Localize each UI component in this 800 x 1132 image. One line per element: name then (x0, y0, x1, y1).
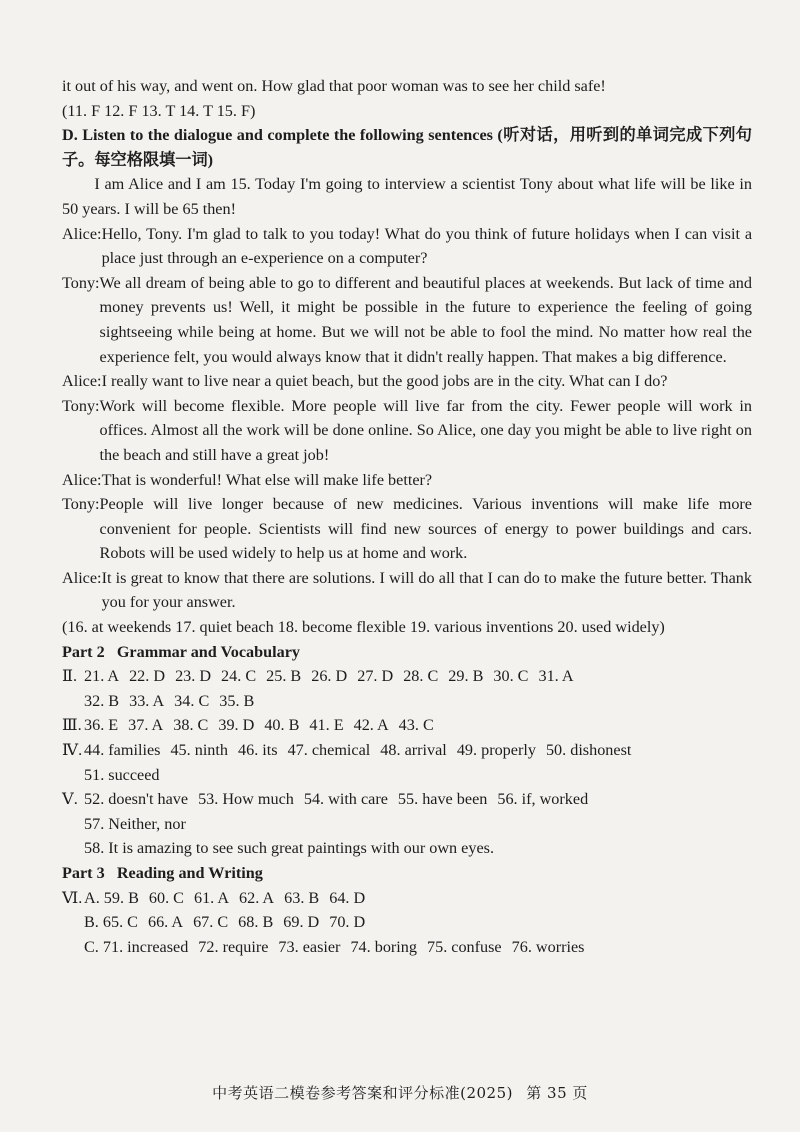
section-d-title: D. Listen to the dialogue and complete the following sentences (听对话，用听到的单词完成下列句子。每空格限填一词) (62, 126, 752, 169)
answer-item: 43. C (398, 716, 434, 735)
answer-item: 55. have been (397, 790, 488, 809)
dialogue (62, 222, 752, 616)
answer-item: 30. C (493, 667, 529, 686)
answer-item: 34. C (174, 691, 210, 710)
roman-numeral: Ⅳ. (62, 741, 83, 760)
answer-item: 28. C (403, 667, 439, 686)
answer-item: 74. boring (350, 937, 417, 956)
part3-answers (62, 886, 752, 960)
answer-item: 63. B (284, 888, 320, 907)
answer-row (62, 910, 752, 935)
speech-text: That is wonderful! What else will make life better? (101, 470, 433, 489)
dialogue-turn (62, 566, 752, 615)
answer-item: 22. D (129, 667, 166, 686)
dialogue-turn (62, 222, 752, 271)
speech-text: It is great to know that there are solutions. I will do all that I can do to make the future better. Thank you for your answer. (101, 568, 752, 612)
answer-item: 54. with care (303, 790, 388, 809)
answer-item: 24. C (221, 667, 257, 686)
answer-item: 29. B (448, 667, 484, 686)
speaker-label: Alice: (62, 470, 102, 489)
answer-item: 72. require (198, 937, 269, 956)
roman-numeral: Ⅱ. (62, 667, 78, 686)
answer-item: 32. B (84, 691, 120, 710)
answer-item: 70. D (329, 913, 366, 932)
answer-item: 75. confuse (427, 937, 502, 956)
answer-item: 73. easier (278, 937, 341, 956)
speech-text: Hello, Tony. I'm glad to talk to you today! What do you think of future holidays when I can visit a place just through an e-experience on a computer? (101, 224, 752, 268)
answer-item: 47. chemical (287, 741, 371, 760)
speech-text: We all dream of being able to go to different and beautiful places at weekends. But lack of time and money prevents us! Well, it might be possible in the future to experience the feeling of going sightseeing while being at home. But we will not be able to fool the mind. No matter how real the experience felt, you would always know that it didn't really happen. That makes a big difference. (99, 273, 752, 366)
part2-heading: Part 2 Grammar and Vocabulary (62, 642, 301, 661)
answer-item: 52. doesn't have (84, 790, 189, 809)
answer-row (62, 812, 752, 837)
answer-item: 68. B (238, 913, 274, 932)
answer-items (84, 713, 752, 738)
answer-items (84, 910, 752, 935)
answer-item: 64. D (329, 888, 366, 907)
answer-item: B. 65. C (84, 913, 138, 932)
answer-items (84, 812, 752, 837)
dialogue-turn (62, 369, 752, 394)
answer-items (84, 787, 752, 812)
answer-item: 21. A (84, 667, 120, 686)
answer-row (62, 689, 752, 714)
answer-item: C. 71. increased (84, 937, 189, 956)
answers-11-15: (11. F 12. F 13. T 14. T 15. F) (62, 101, 256, 120)
footer-title: 中考英语二模卷参考答案和评分标准(2025) (212, 1084, 513, 1102)
speech-text: Work will become flexible. More people will live far from the city. Fewer people will work in offices. Almost all the work will be done online. So Alice, one day you might be able to live right on the beach and still have a great job! (99, 396, 752, 464)
answer-item: 33. A (129, 691, 165, 710)
story-ending-line: it out of his way, and went on. How glad that poor woman was to see her child safe! (62, 77, 606, 95)
answer-row (62, 763, 752, 788)
answer-item: 40. B (264, 716, 300, 735)
answer-item: 48. arrival (380, 741, 447, 760)
answer-item: 56. if, worked (497, 790, 589, 809)
part2-answers (62, 664, 752, 861)
roman-numeral: Ⅲ. (62, 716, 82, 735)
dialogue-turn (62, 492, 752, 566)
answer-item: 41. E (309, 716, 344, 735)
answer-items (84, 836, 752, 861)
answer-row (62, 836, 752, 861)
dialogue-intro: I am Alice and I am 15. Today I'm going to interview a scientist Tony about what life will be like in 50 years. I will be 65 then! (62, 175, 752, 218)
speaker-label: Tony: (62, 495, 100, 514)
dialogue-turn (62, 271, 752, 369)
answer-row (62, 787, 752, 812)
answer-row (62, 713, 752, 738)
answer-row (62, 935, 752, 960)
page-number: 第 35 页 (526, 1084, 588, 1102)
answer-item: 25. B (266, 667, 302, 686)
answer-items (84, 689, 752, 714)
roman-numeral: Ⅵ. (62, 888, 83, 907)
answer-item: 39. D (218, 716, 255, 735)
answer-items (84, 886, 752, 911)
answer-item: 60. C (148, 888, 184, 907)
answer-item: 58. It is amazing to see such great paintings with our own eyes. (84, 839, 494, 858)
speech-text: People will live longer because of new medicines. Various inventions will make life more convenient for people. Scientists will find new sources of energy to power buildings and cars. Robots will be used widely to help us at home and work. (99, 495, 752, 563)
answer-item: 66. A (147, 913, 184, 932)
answer-item: 38. C (173, 716, 209, 735)
speaker-label: Alice: (62, 568, 102, 587)
answer-item: 69. D (283, 913, 320, 932)
answer-item: 46. its (238, 741, 278, 760)
roman-numeral: Ⅴ. (62, 790, 78, 809)
dialogue-turn (62, 394, 752, 468)
speaker-label: Alice: (62, 372, 102, 391)
answer-item: 37. A (128, 716, 164, 735)
answer-item: 53. How much (198, 790, 294, 809)
answer-item: 67. C (193, 913, 229, 932)
answer-items (84, 763, 752, 788)
answer-row (62, 886, 752, 911)
part3-heading: Part 3 Reading and Writing (62, 864, 263, 882)
speaker-label: Tony: (62, 273, 100, 292)
answer-item: 36. E (84, 716, 119, 735)
answer-items (84, 738, 752, 763)
page-footer (0, 1082, 800, 1103)
answer-item: 62. A (239, 888, 275, 907)
answer-items (84, 664, 752, 689)
answer-item: 35. B (219, 691, 255, 710)
answer-item: 50. dishonest (545, 741, 632, 760)
answers-16-20: (16. at weekends 17. quiet beach 18. become flexible 19. various inventions 20. used widely) (62, 618, 665, 637)
answer-item: 57. Neither, nor (84, 814, 186, 833)
speech-text: I really want to live near a quiet beach, but the good jobs are in the city. What can I do? (101, 372, 668, 391)
answer-item: 45. ninth (170, 741, 228, 760)
answer-item: 76. worries (511, 937, 585, 956)
answer-item: 44. families (84, 741, 161, 760)
speaker-label: Alice: (62, 224, 102, 243)
answer-item: A. 59. B (84, 888, 139, 907)
answer-item: 26. D (311, 667, 348, 686)
answer-row (62, 664, 752, 689)
answer-item: 61. A (193, 888, 230, 907)
answer-item: 51. succeed (84, 765, 160, 784)
answer-item: 31. A (538, 667, 574, 686)
answer-item: 27. D (357, 667, 394, 686)
speaker-label: Tony: (62, 396, 100, 415)
answer-item: 49. properly (456, 741, 536, 760)
answer-item: 23. D (175, 667, 212, 686)
answer-item: 42. A (353, 716, 389, 735)
answer-row (62, 738, 752, 763)
dialogue-turn (62, 468, 752, 493)
answer-page (62, 74, 752, 959)
answer-items (84, 935, 752, 960)
